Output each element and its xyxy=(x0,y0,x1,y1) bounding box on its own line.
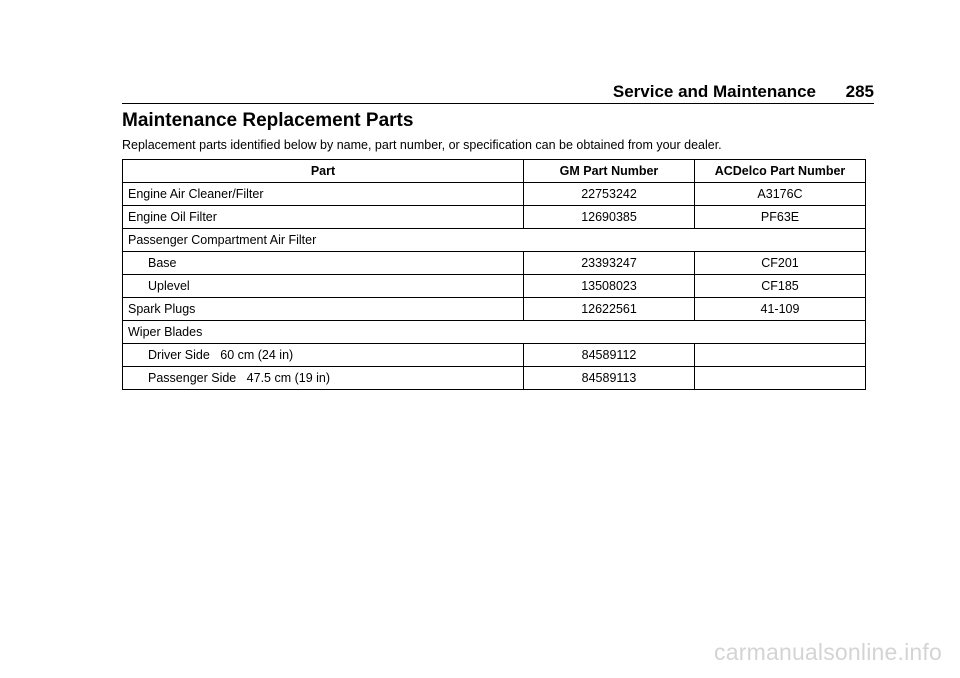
table-group-row xyxy=(123,321,866,344)
table-group-row xyxy=(123,229,866,252)
table-row xyxy=(123,344,866,367)
part-group-name: Wiper Blades xyxy=(123,321,866,344)
acdelco-part-number: A3176C xyxy=(695,183,866,206)
table-row xyxy=(123,183,866,206)
acdelco-part-number: CF201 xyxy=(695,252,866,275)
acdelco-part-number xyxy=(695,344,866,367)
part-name: Engine Air Cleaner/Filter xyxy=(123,183,524,206)
part-name: Spark Plugs xyxy=(123,298,524,321)
table-row xyxy=(123,252,866,275)
page-number: 285 xyxy=(845,82,874,101)
part-group-name: Passenger Compartment Air Filter xyxy=(123,229,866,252)
watermark: carmanualsonline.info xyxy=(714,639,942,665)
part-name: Driver Side 60 cm (24 in) xyxy=(123,344,524,367)
acdelco-part-number: CF185 xyxy=(695,275,866,298)
part-name: Passenger Side 47.5 cm (19 in) xyxy=(123,367,524,390)
part-name: Uplevel xyxy=(123,275,524,298)
column-header-gm-part-number: GM Part Number xyxy=(524,160,695,183)
part-name: Engine Oil Filter xyxy=(123,206,524,229)
acdelco-part-number: 41-109 xyxy=(695,298,866,321)
gm-part-number: 84589112 xyxy=(524,344,695,367)
gm-part-number: 12690385 xyxy=(524,206,695,229)
table-row xyxy=(123,298,866,321)
acdelco-part-number: PF63E xyxy=(695,206,866,229)
page-title: Maintenance Replacement Parts xyxy=(122,110,414,131)
part-name: Base xyxy=(123,252,524,275)
gm-part-number: 22753242 xyxy=(524,183,695,206)
table-row xyxy=(123,367,866,390)
section-title: Service and Maintenance xyxy=(612,82,816,101)
column-header-acdelco-part-number: ACDelco Part Number xyxy=(695,160,866,183)
gm-part-number: 23393247 xyxy=(524,252,695,275)
gm-part-number: 12622561 xyxy=(524,298,695,321)
page-header xyxy=(122,82,874,104)
column-header-part: Part xyxy=(123,160,524,183)
parts-table xyxy=(122,159,866,390)
gm-part-number: 84589113 xyxy=(524,367,695,390)
gm-part-number: 13508023 xyxy=(524,275,695,298)
table-row xyxy=(123,206,866,229)
table-row xyxy=(123,275,866,298)
intro-text: Replacement parts identified below by name, part number, or specification can be obtained from your dealer. xyxy=(122,138,722,152)
acdelco-part-number xyxy=(695,367,866,390)
table-header-row xyxy=(123,160,866,183)
